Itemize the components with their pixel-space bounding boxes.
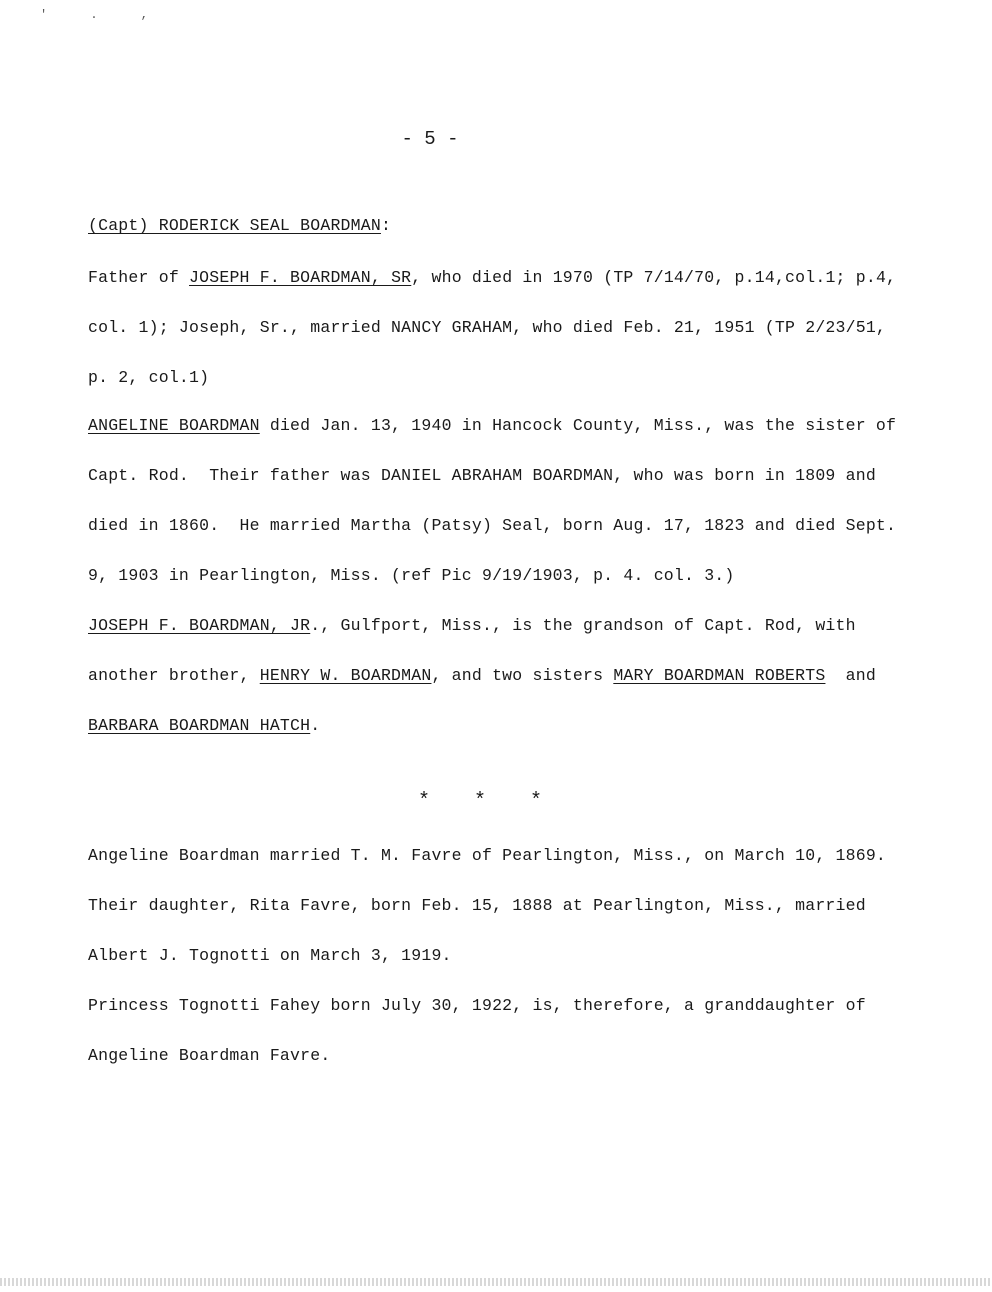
- scan-corner-marks: ' . ,: [40, 8, 167, 22]
- page-number: - 5 -: [401, 128, 459, 150]
- henry-name: HENRY W. BOARDMAN: [259, 666, 432, 685]
- paragraph-4-line-1: Angeline Boardman married T. M. Favre of Pearlington, Miss., on March 10, 1869.: [88, 846, 887, 865]
- paragraph-2-line-3: died in 1860. He married Martha (Patsy) Seal, born Aug. 17, 1823 and died Sept.: [88, 516, 897, 535]
- text-span: another brother,: [88, 666, 260, 685]
- mary-name: MARY BOARDMAN ROBERTS: [613, 666, 826, 685]
- paragraph-2-line-2: Capt. Rod. Their father was DANIEL ABRAHAM BOARDMAN, who was born in 1809 and: [88, 466, 876, 485]
- separator-star: *: [530, 790, 543, 813]
- text-span: Father of: [88, 268, 190, 287]
- joseph-jr-name: JOSEPH F. BOARDMAN, JR: [88, 616, 311, 635]
- text-span: , who died in 1970 (TP 7/14/70, p.14,col.1; p.4,: [411, 268, 897, 287]
- text-span: .: [310, 716, 321, 735]
- paragraph-4-line-2: Their daughter, Rita Favre, born Feb. 15, 1888 at Pearlington, Miss., married: [88, 896, 866, 915]
- paragraph-3-line-2: [88, 666, 876, 685]
- paragraph-5-line-2: Angeline Boardman Favre.: [88, 1046, 331, 1065]
- paragraph-4-line-3: Albert J. Tognotti on March 3, 1919.: [88, 946, 452, 965]
- paragraph-3-line-3: [88, 716, 320, 735]
- heading-suffix: :: [380, 216, 392, 235]
- separator-star: *: [473, 790, 486, 813]
- paragraph-1-line-3: p. 2, col.1): [88, 368, 210, 387]
- text-span: , and two sisters: [431, 666, 614, 685]
- paragraph-2-line-4: 9, 1903 in Pearlington, Miss. (ref Pic 9/19/1903, p. 4. col. 3.): [88, 566, 735, 585]
- scan-bottom-edge: [0, 1278, 992, 1286]
- text-span: ., Gulfport, Miss., is the grandson of Capt. Rod, with: [310, 616, 856, 635]
- paragraph-1-line-2: col. 1); Joseph, Sr., married NANCY GRAHAM, who died Feb. 21, 1951 (TP 2/23/51,: [88, 318, 887, 337]
- joseph-sr-name: JOSEPH F. BOARDMAN, SR: [189, 268, 412, 287]
- heading-name: (Capt) RODERICK SEAL BOARDMAN: [88, 216, 381, 235]
- paragraph-5-line-1: Princess Tognotti Fahey born July 30, 1922, is, therefore, a granddaughter of: [88, 996, 866, 1015]
- barbara-name: BARBARA BOARDMAN HATCH: [88, 716, 311, 735]
- paragraph-3-line-1: [88, 616, 856, 635]
- paragraph-1-line-1: [88, 268, 896, 287]
- paragraph-2-line-1: [88, 416, 896, 435]
- separator-star: *: [417, 790, 430, 813]
- text-span: and: [825, 666, 876, 685]
- section-separator: [0, 790, 960, 813]
- section-heading: [88, 216, 391, 235]
- angeline-name: ANGELINE BOARDMAN: [88, 416, 260, 435]
- text-span: died Jan. 13, 1940 in Hancock County, Miss., was the sister of: [259, 416, 897, 435]
